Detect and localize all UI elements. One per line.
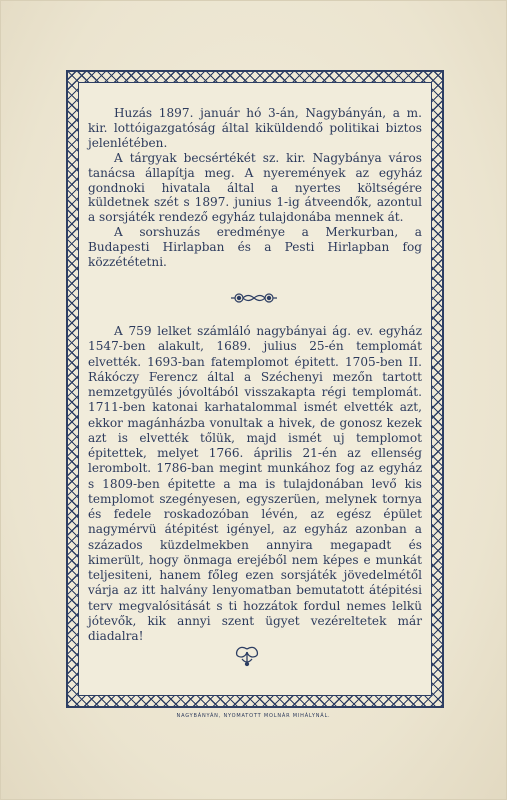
history-paragraph: A 759 lelket számláló nagybányai ág. ev. egyház 1547-ben alakult, 1689. julius 25-én templomát elvették. 1693-ban fatemplomot épitett. 1705-ben II. Rákóczy Ferencz által a Széchenyi mezőn tartott nemzetgyülés jóvoltából visszakapta régi templomát. 1711-ben katonai karhatalommal ismét elvették azt, ekkor magánházba vonultak a hivek, de gonosz kezek azt is elvették tőlük, majd ismét uj templomot épitettek, melyet 1766. április 21-én az ellenség lerombolt. 1786-ban megint munkához fog az egyház s 1809-ben épitette a ma is tulajdonában levő kis templomot szegényesen, egyszerüen, melynek tornya és fedele roskadozóban lévén, az egész épület nagymérvü átépitést igényel, az egyház azonban a százados küzdelmekben annyira megapadt és kimerült, hogy önmaga erejéből nem képes e munkát teljesiteni, hanem főleg ezen sorsjáték jövedelmétől várja az itt halvány lenyomatban bemutatott átépitési terv megvalósitását s ti hozzátok fordul nemes lelkü jótevők, kik annyi szent ügyet vezéreltetek már diadalra! (88, 324, 422, 643)
publication-paragraph: A sorshuzás eredménye a Merkurban, a Budapesti Hirlapban és a Pesti Hirlapban fog közzététetni. (88, 225, 422, 270)
draw-date-paragraph: Huzás 1897. január hó 3-án, Nagybányán, a m. kir. lottóigazgatóság által kiküldendő politikai biztos jelenlétében. (88, 106, 422, 150)
history-block (88, 324, 422, 644)
ornament-divider-icon (231, 291, 277, 305)
valuation-paragraph: A tárgyak becsértékét sz. kir. Nagybánya város tanácsa állapítja meg. A nyeremények az egyház gondnoki hivatala által a nyertes költségére küldetnek szét s 1897. junius 1-ig átveendők, azontul a sorsjáték rendező egyház tulajdonába mennek át. (88, 150, 422, 225)
announcement-block (88, 106, 422, 270)
printer-imprint: NAGYBÁNYÁN, NYOMATOTT MOLNÁR MIHÁLYNÁL. (176, 713, 331, 719)
closing-ornament-icon (232, 645, 262, 667)
